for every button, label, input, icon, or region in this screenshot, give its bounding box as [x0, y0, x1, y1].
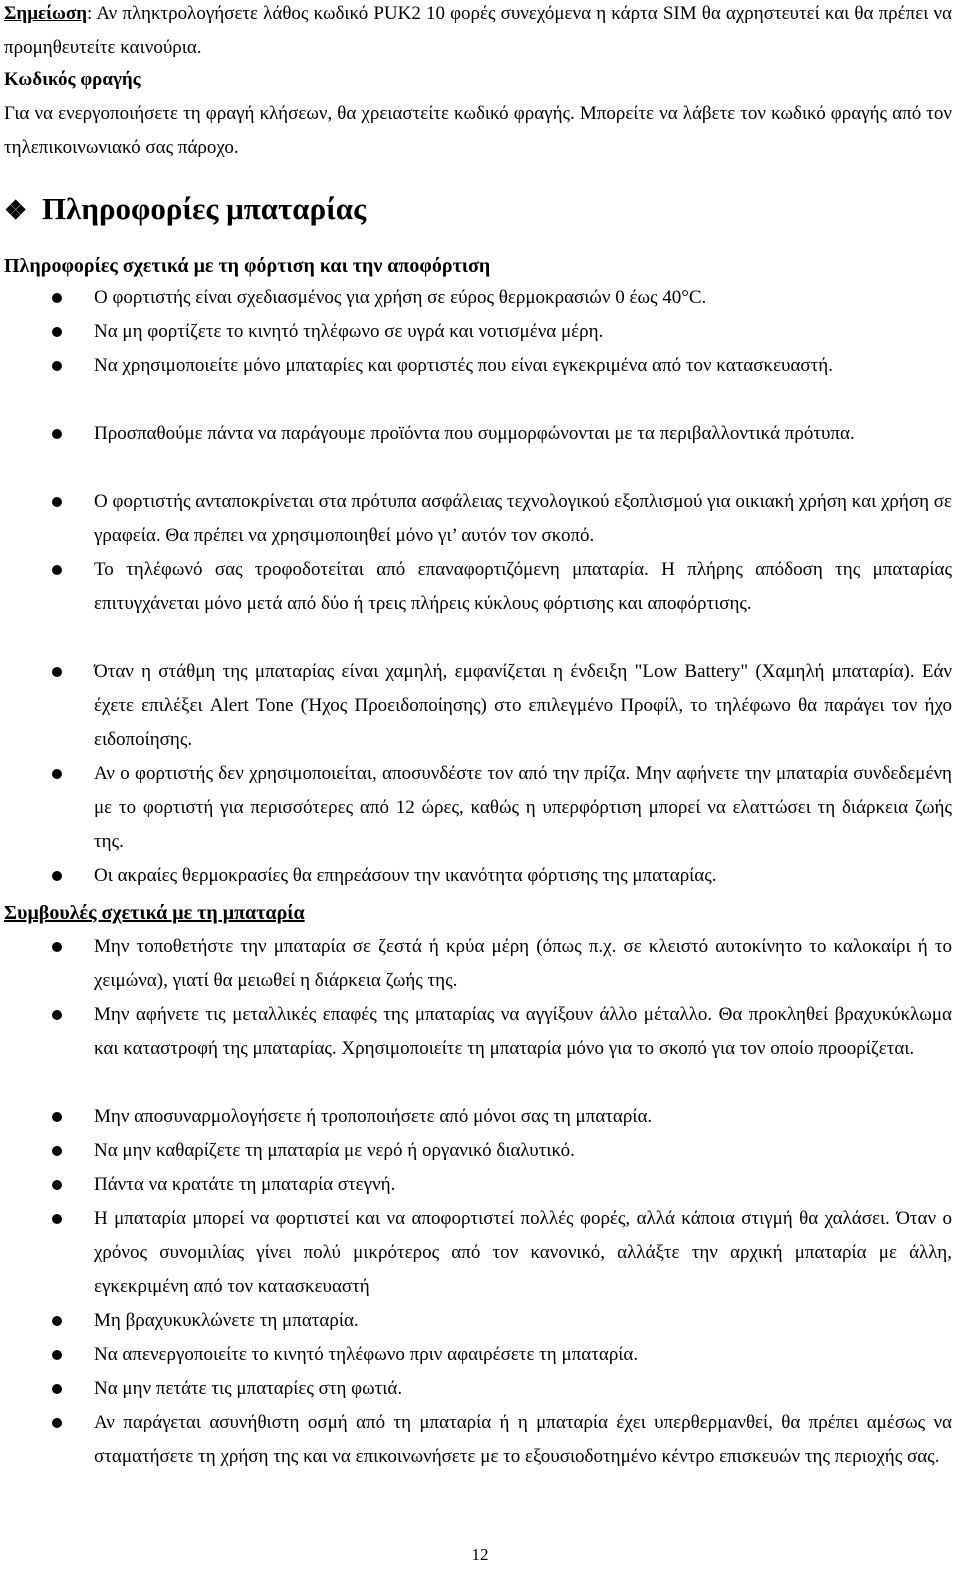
list-item: Μην αποσυναρμολογήσετε ή τροποποιήσετε από μόνοι σας τη μπαταρία.: [94, 1106, 653, 1127]
bullet-icon: [52, 361, 62, 371]
page-number: 12: [471, 1545, 489, 1564]
list-item: Πάντα να κρατάτε τη μπαταρία στεγνή.: [94, 1174, 396, 1195]
bullet-icon: [52, 565, 62, 575]
bullet-icon: [52, 1010, 62, 1020]
note-paragraph: [4, 0, 952, 65]
charging-heading: Πληροφορίες σχετικά με τη φόρτιση και την αποφόρτιση: [4, 255, 491, 277]
bullet-icon: [52, 1418, 62, 1428]
bullet-icon: [52, 1316, 62, 1326]
list-item: Αν παράγεται ασυνήθιστη οσμή από τη μπαταρία ή η μπαταρία έχει υπερθερμανθεί, θα πρέπει αμέσως να σταματήσετε τη χρήση της και να επικοινωνήσετε με το εξουσιοδοτημένο κέντρο επισκευών της περιοχής σας.: [94, 1412, 952, 1467]
bullet-icon: [52, 769, 62, 779]
diamond-bullet-icon: ❖: [4, 196, 28, 225]
list-item: Το τηλέφωνό σας τροφοδοτείται από επαναφορτιζόμενη μπαταρία. Η πλήρης απόδοση της μπαταρίας επιτυγχάνεται μόνο μετά από δύο ή τρεις πλήρεις κύκλους φόρτισης και αποφόρτισης.: [94, 559, 952, 614]
list-item: Μην αφήνετε τις μεταλλικές επαφές της μπαταρίας να αγγίξουν άλλο μέταλλο. Θα προκληθεί βραχυκύκλωμα και καταστροφή της μπαταρίας. Χρησιμοποιείτε τη μπαταρία μόνο για το σκοπό για τον οποίο προορίζεται.: [94, 1004, 952, 1059]
bullet-icon: [52, 1180, 62, 1190]
bullet-icon: [52, 871, 62, 881]
list-item: Η μπαταρία μπορεί να φορτιστεί και να αποφορτιστεί πολλές φορές, αλλά κάποια στιγμή θα χαλάσει. Όταν ο χρόνος συνομιλίας γίνει πολύ μικρότερος από τον κανονικό, αλλάξτε την αρχική μπαταρία με άλλη, εγκεκριμένη από τον κατασκευαστή: [94, 1208, 952, 1297]
list-item: Ο φορτιστής είναι σχεδιασμένος για χρήση σε εύρος θερμοκρασιών 0 έως 40°C.: [94, 287, 707, 308]
list-item: Μη βραχυκυκλώνετε τη μπαταρία.: [94, 1310, 359, 1331]
note-label: Σημείωση: [4, 3, 88, 24]
bullet-icon: [52, 942, 62, 952]
note-text: : Αν πληκτρολογήσετε λάθος κωδικό PUK2 10 φορές συνεχόμενα η κάρτα SIM θα αχρηστευτεί και θα πρέπει να προμηθευτείτε καινούρια.: [4, 3, 952, 58]
list-item: Προσπαθούμε πάντα να παράγουμε προϊόντα που συμμορφώνονται με τα περιβαλλοντικά πρότυπα.: [94, 423, 855, 444]
bullet-icon: [52, 1350, 62, 1360]
lock-code-heading: Κωδικός φραγής: [4, 69, 141, 90]
list-item: Να απενεργοποιείτε το κινητό τηλέφωνο πριν αφαιρέσετε τη μπαταρία.: [94, 1344, 639, 1365]
list-item: Να μη φορτίζετε το κινητό τηλέφωνο σε υγρά και νοτισμένα μέρη.: [94, 321, 604, 342]
list-item: Μην τοποθετήστε την μπαταρία σε ζεστά ή κρύα μέρη (όπως π.χ. σε κλειστό αυτοκίνητο το καλοκαίρι ή το χειμώνα), γιατί θα μειωθεί η διάρκεια ζωής της.: [94, 936, 952, 991]
list-item: Ο φορτιστής ανταποκρίνεται στα πρότυπα ασφάλειας τεχνολογικού εξοπλισμού για οικιακή χρήση και χρήση σε γραφεία. Θα πρέπει να χρησιμοποιηθεί μόνο γι’ αυτόν τον σκοπό.: [94, 491, 952, 546]
bullet-icon: [52, 667, 62, 677]
list-item: Να μην καθαρίζετε τη μπαταρία με νερό ή οργανικό διαλυτικό.: [94, 1140, 575, 1161]
list-item: Οι ακραίες θερμοκρασίες θα επηρεάσουν την ικανότητα φόρτισης της μπαταρίας.: [94, 865, 717, 886]
battery-section-title-text: Πληροφορίες μπαταρίας: [42, 191, 367, 226]
battery-section-title: [4, 187, 366, 233]
list-item: Αν ο φορτιστής δεν χρησιμοποιείται, αποσυνδέστε τον από την πρίζα. Μην αφήνετε την μπαταρία συνδεδεμένη με το φορτιστή για περισσότερες από 12 ώρες, καθώς η υπερφόρτιση μπορεί να ελαττώσει τη διάρκεια ζωής της.: [94, 763, 952, 852]
list-item: Όταν η στάθμη της μπαταρίας είναι χαμηλή, εμφανίζεται η ένδειξη "Low Battery" (Χαμηλή μπαταρία). Εάν έχετε επιλέξει Alert Tone (Ήχος Προειδοποίησης) στο επιλεγμένο Προφίλ, το τηλέφωνο θα παράγει τον ήχο ειδοποίησης.: [94, 661, 952, 750]
bullet-icon: [52, 497, 62, 507]
lock-code-text: Για να ενεργοποιήσετε τη φραγή κλήσεων, θα χρειαστείτε κωδικό φραγής. Μπορείτε να λάβετε τον κωδικό φραγής από τον τηλεπικοινωνιακό σας πάροχο.: [4, 103, 952, 158]
bullet-icon: [52, 1112, 62, 1122]
tips-heading: Συμβουλές σχετικά με τη μπαταρία: [4, 902, 305, 924]
list-item: Να μην πετάτε τις μπαταρίες στη φωτιά.: [94, 1378, 403, 1399]
bullet-icon: [52, 1384, 62, 1394]
bullet-icon: [52, 327, 62, 337]
bullet-icon: [52, 429, 62, 439]
bullet-icon: [52, 1146, 62, 1156]
bullet-icon: [52, 1214, 62, 1224]
list-item: Να χρησιμοποιείτε μόνο μπαταρίες και φορτιστές που είναι εγκεκριμένα από τον κατασκευαστή.: [94, 355, 833, 376]
bullet-icon: [52, 293, 62, 303]
